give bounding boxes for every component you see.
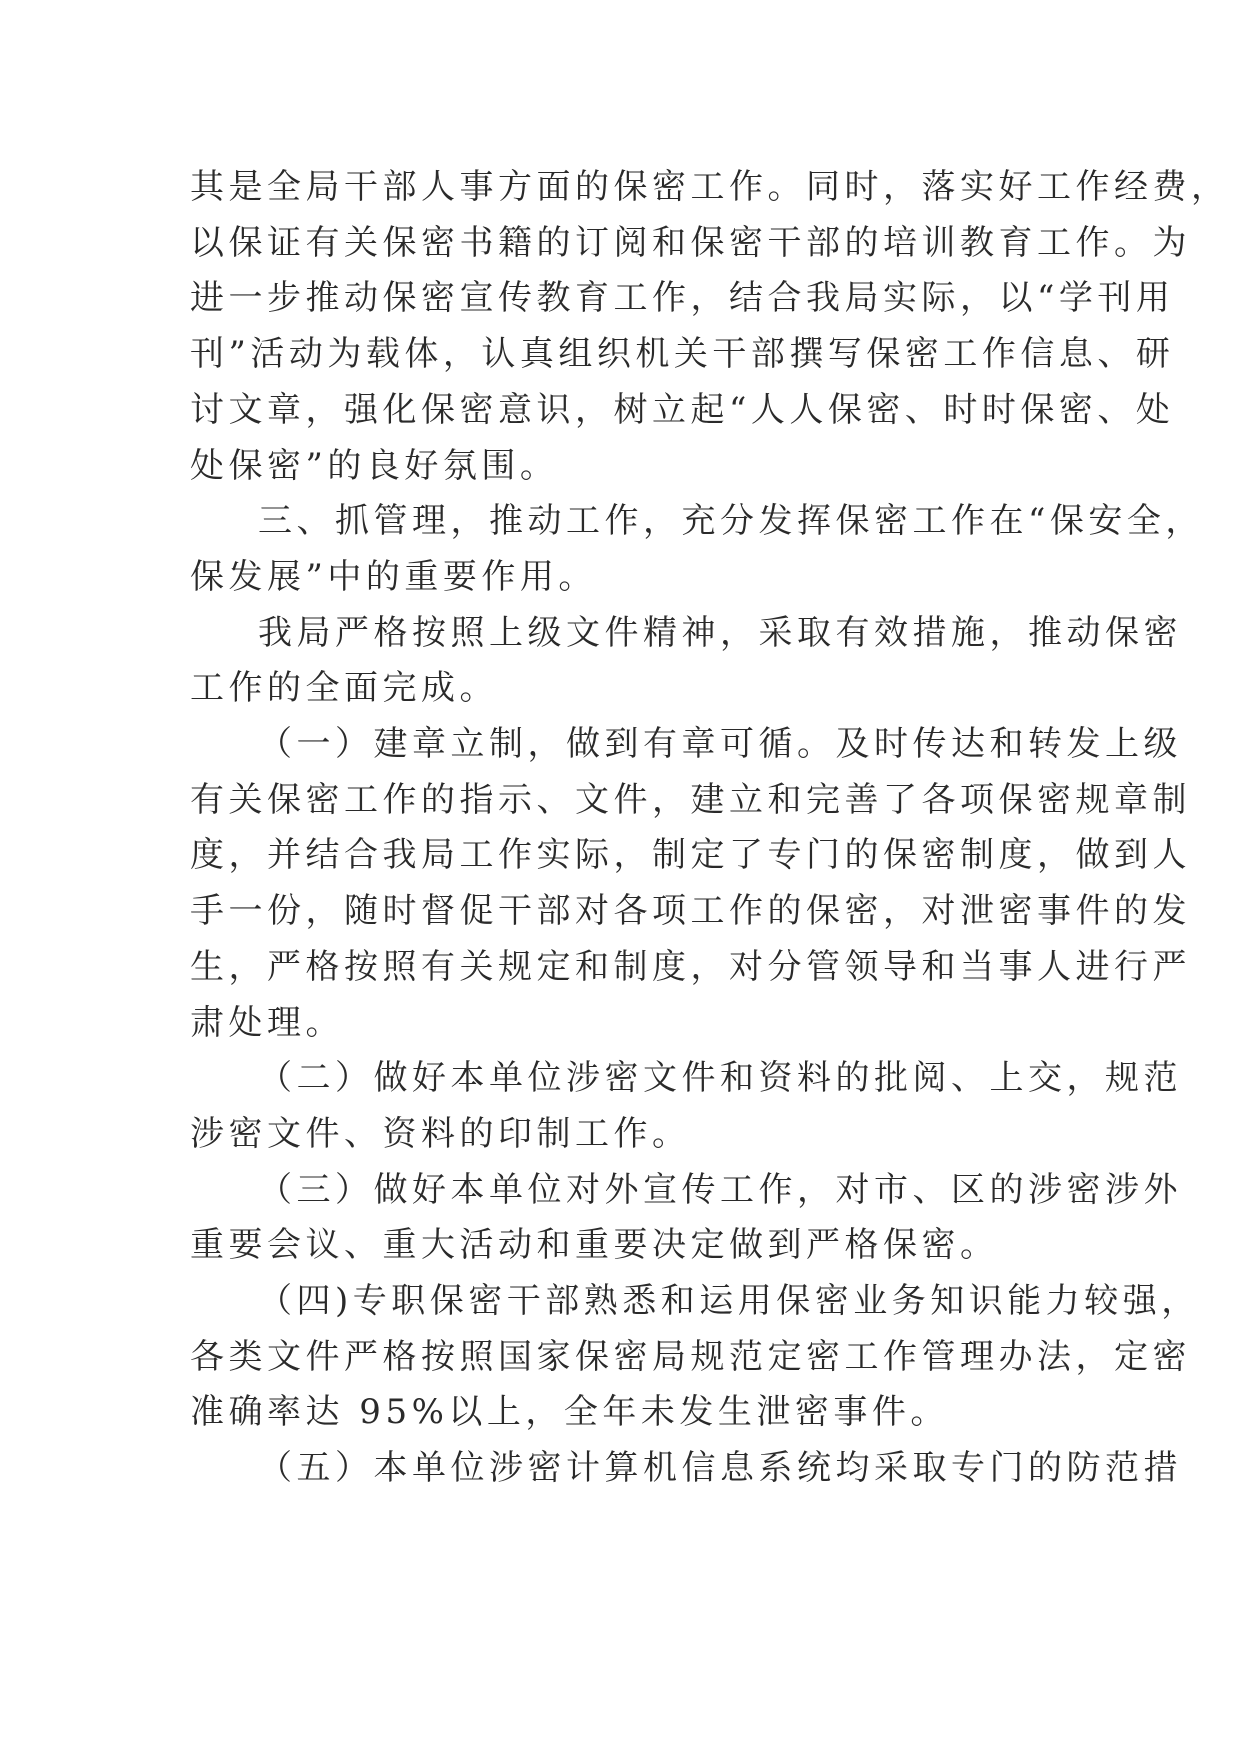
text-line: （四)专职保密干部熟悉和运用保密业务知识能力较强，: [258, 1281, 1200, 1322]
text-line: 我局严格按照上级文件精神，采取有效措施，推动保密: [258, 612, 1182, 653]
text-line: （一）建章立制，做到有章可循。及时传达和转发上级: [258, 724, 1182, 765]
text-line: 肃处理。: [190, 1002, 344, 1043]
text-line: 生，严格按照有关规定和制度，对分管领导和当事人进行严: [190, 946, 1191, 987]
paragraph: [190, 1163, 1182, 1274]
text-line: 讨文章，强化保密意识，树立起“人人保密、时时保密、处: [190, 389, 1175, 430]
text-line: （三）做好本单位对外宣传工作，对市、区的涉密涉外: [258, 1169, 1182, 1210]
text-line: 三、抓管理，推动工作，充分发挥保密工作在“保安全，: [258, 501, 1204, 542]
text-line: （五）本单位涉密计算机信息系统均采取专门的防范措: [258, 1448, 1182, 1489]
text-line: 以保证有关保密书籍的订阅和保密干部的培训教育工作。为: [190, 222, 1191, 263]
text-line: 刊”活动为载体，认真组织机关干部撰写保密工作信息、研: [190, 334, 1175, 375]
text-line: （二）做好本单位涉密文件和资料的批阅、上交，规范: [258, 1058, 1182, 1099]
text-line: 有关保密工作的指示、文件，建立和完善了各项保密规章制: [190, 779, 1191, 820]
text-line: 各类文件严格按照国家保密局规范定密工作管理办法，定密: [190, 1336, 1191, 1377]
paragraph: [190, 1051, 1182, 1162]
text-line: 其是全局干部人事方面的保密工作。同时，落实好工作经费，: [190, 167, 1230, 207]
paragraph: [190, 606, 1182, 717]
text-line: 度，并结合我局工作实际，制定了专门的保密制度，做到人: [190, 835, 1191, 876]
paragraph: [190, 1441, 1182, 1497]
paragraph: [190, 160, 1230, 494]
paragraph: [190, 494, 1204, 605]
document-body: [190, 160, 1230, 1497]
text-line: 涉密文件、资料的印制工作。: [190, 1113, 691, 1154]
text-line: 准确率达 95%以上，全年未发生泄密事件。: [190, 1392, 949, 1433]
text-line: 处保密”的良好氛围。: [190, 445, 559, 486]
text-line: 重要会议、重大活动和重要决定做到严格保密。: [190, 1225, 999, 1266]
text-line: 保发展”中的重要作用。: [190, 556, 597, 597]
paragraph: [190, 717, 1191, 1051]
text-line: 手一份，随时督促干部对各项工作的保密，对泄密事件的发: [190, 891, 1191, 932]
text-line: 工作的全面完成。: [190, 668, 498, 709]
text-line: 进一步推动保密宣传教育工作，结合我局实际，以“学刊用: [190, 278, 1175, 319]
paragraph: [190, 1274, 1200, 1441]
